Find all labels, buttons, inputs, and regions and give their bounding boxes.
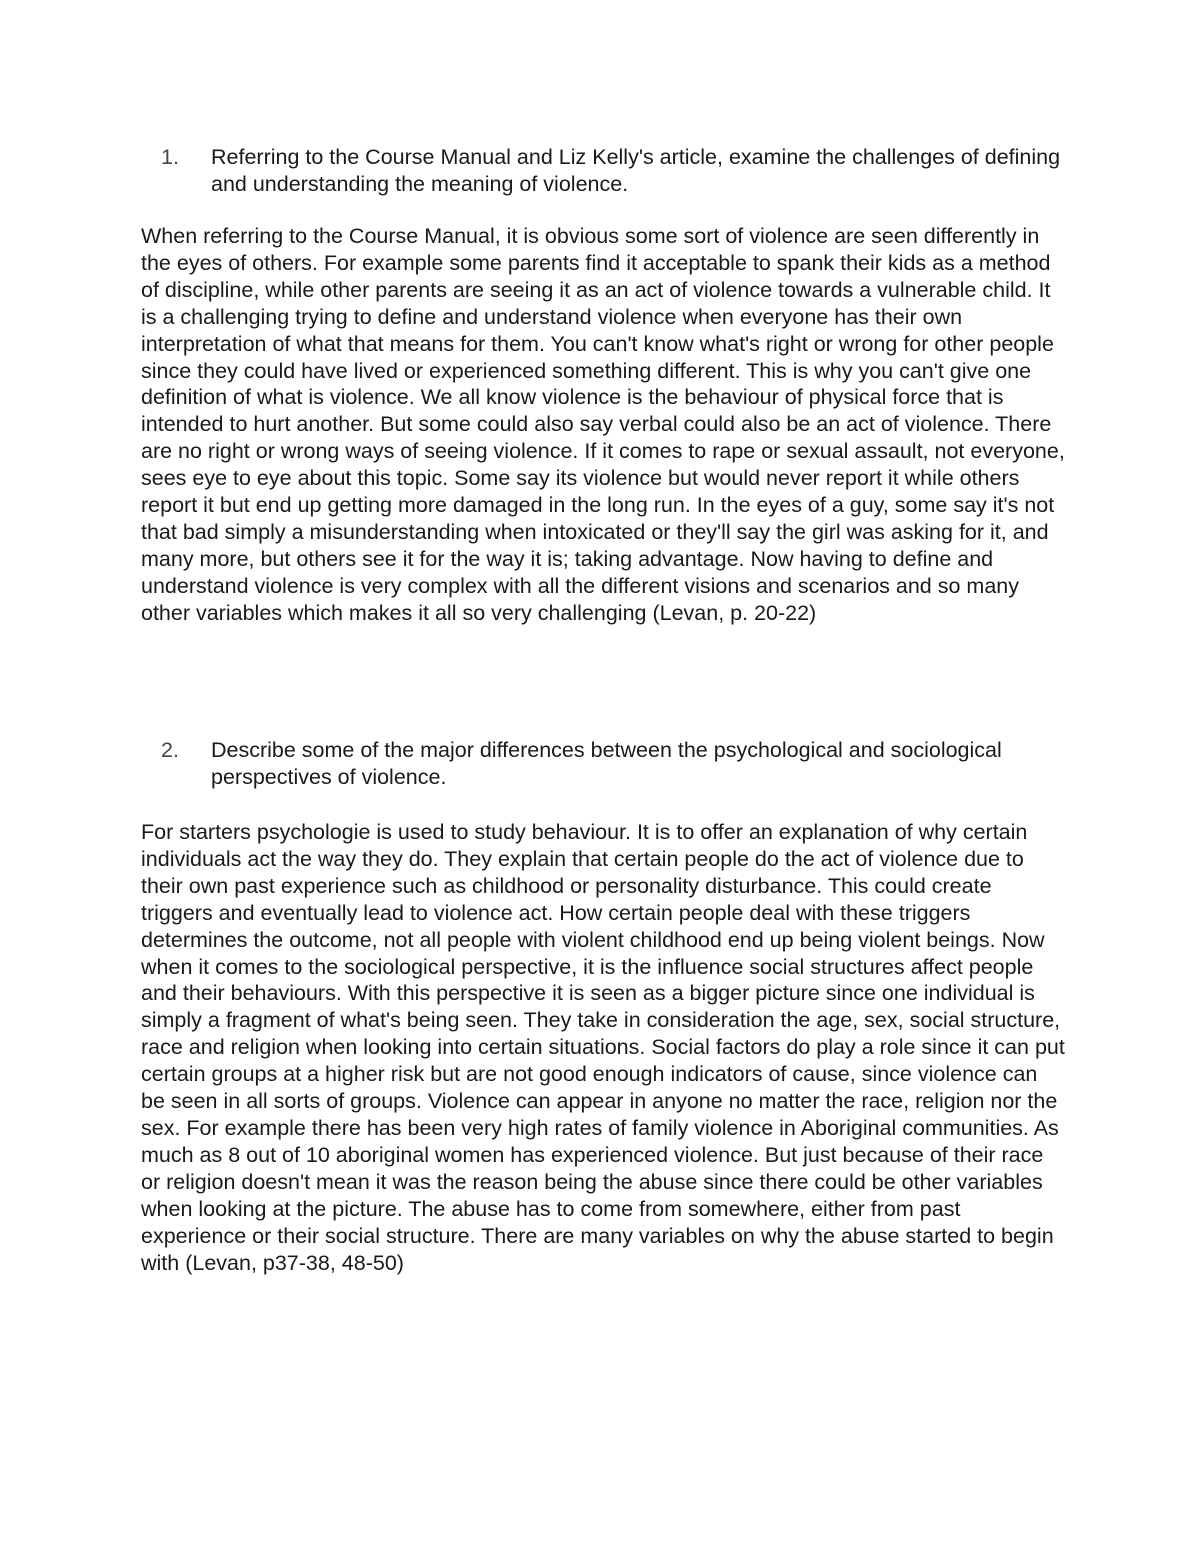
- question-number: 1.: [161, 145, 179, 169]
- question-1: [161, 144, 1061, 198]
- question-2: [161, 737, 1061, 791]
- answer-paragraph: For starters psychologie is used to study behaviour. It is to offer an explanation of why certain individuals act the way they do. They explain that certain people do the act of violence due to their own past experience such as childhood or personality disturbance. This could create triggers and eventually lead to violence act. How certain people deal with these triggers determines the outcome, not all people with violent childhood end up being violent beings. Now when it comes to the sociological perspective, it is the influence social structures affect people and their behaviours. With this perspective it is seen as a bigger picture since one individual is simply a fragment of what's being seen. They take in consideration the age, sex, social structure, race and religion when looking into certain situations. Social factors do play a role since it can put certain groups at a higher risk but are not good enough indicators of cause, since violence can be seen in all sorts of groups. Violence can appear in anyone no matter the race, religion nor the sex. For example there has been very high rates of family violence in Aboriginal communities. As much as 8 out of 10 aboriginal women has experienced violence. But just because of their race or religion doesn't mean it was the reason being the abuse since there could be other variables when looking at the picture. The abuse has to come from somewhere, either from past experience or their social structure. There are many variables on why the abuse started to begin with (Levan, p37-38, 48-50): [141, 820, 1065, 1275]
- question-prompt: Referring to the Course Manual and Liz Kelly's article, examine the challenges of defining and understanding the meaning of violence.: [211, 145, 1061, 196]
- answer-paragraph: When referring to the Course Manual, it is obvious some sort of violence are seen differently in the eyes of others. For example some parents find it acceptable to spank their kids as a method of discipline, while other parents are seeing it as an act of violence towards a vulnerable child. It is a challenging trying to define and understand violence when everyone has their own interpretation of what that means for them. You can't know what's right or wrong for other people since they could have lived or experienced something different. This is why you can't give one definition of what is violence. We all know violence is the behaviour of physical force that is intended to hurt another. But some could also say verbal could also be an act of violence. There are no right or wrong ways of seeing violence. If it comes to rape or sexual assault, not everyone, sees eye to eye about this topic. Some say its violence but would never report it while others report it but end up getting more damaged in the long run. In the eyes of a guy, some say it's not that bad simply a misunderstanding when intoxicated or they'll say the girl was asking for it, and many more, but others see it for the way it is; taking advantage. Now having to define and understand violence is very complex with all the different visions and scenarios and so many other variables which makes it all so very challenging (Levan, p. 20-22): [141, 224, 1065, 625]
- question-number: 2.: [161, 738, 179, 762]
- question-prompt: Describe some of the major differences between the psychological and sociological perspectives of violence.: [211, 738, 1002, 789]
